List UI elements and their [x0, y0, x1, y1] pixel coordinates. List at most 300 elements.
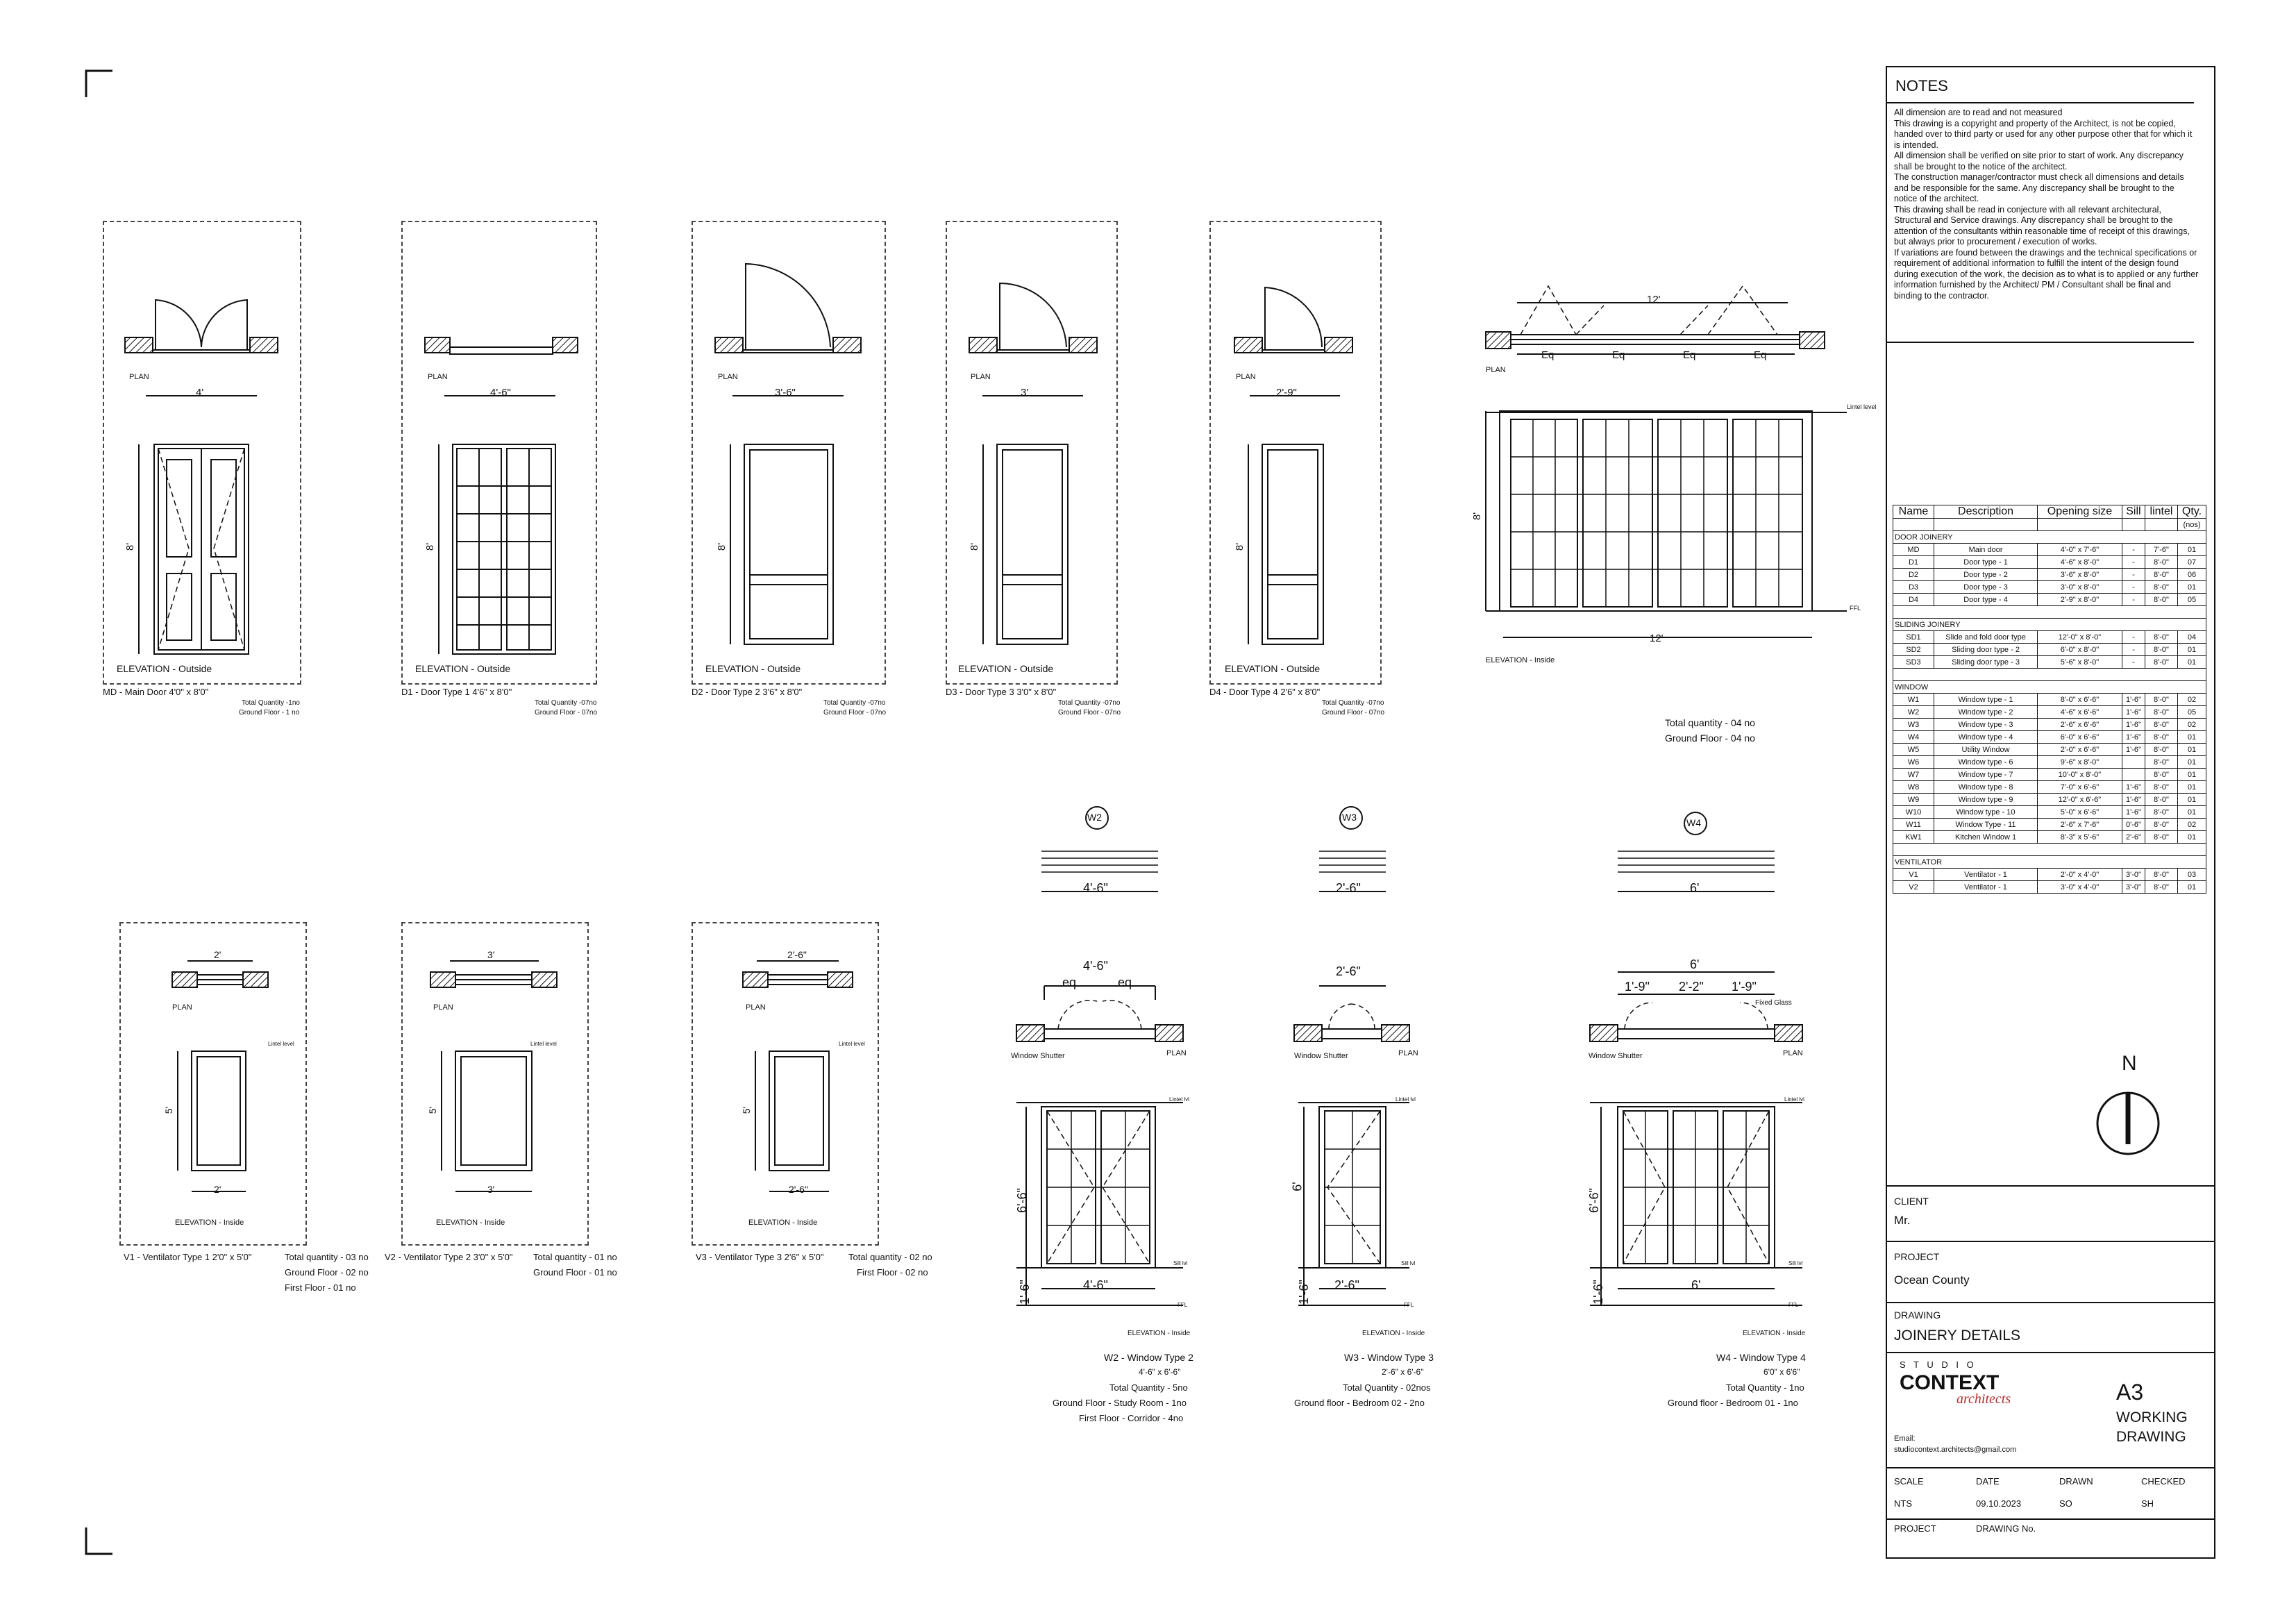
- schedule-cell: 8'-0": [2145, 794, 2178, 806]
- schedule-cell: 10'-0" x 8'-0": [2038, 769, 2122, 781]
- schedule-cell: W11: [1893, 819, 1934, 831]
- client-value: Mr.: [1894, 1214, 1911, 1227]
- sill-dimension: 1'-6": [1017, 1280, 1032, 1305]
- divider: [1887, 102, 2194, 103]
- schedule-row: [1893, 719, 2206, 731]
- floor-quantity: Ground Floor - 07no: [823, 709, 887, 717]
- width-dimension: 4'-6": [490, 387, 511, 399]
- lintel-level-label: Lintel lvl: [1396, 1096, 1416, 1103]
- schedule-cell: -: [2122, 631, 2145, 644]
- schedule-cell: KW1: [1893, 831, 1934, 844]
- lintel-level-label: Lintel level: [839, 1041, 865, 1047]
- elevation-width-dimension: 12': [1650, 633, 1664, 644]
- schedule-cell: [2122, 769, 2145, 781]
- door-d2-panel: [692, 221, 886, 685]
- schedule-cell: -: [2122, 569, 2145, 581]
- schedule-cell: 0'-6": [2122, 819, 2145, 831]
- schedule-unit-row: [1893, 519, 2206, 531]
- ventilator-caption: V1 - Ventilator Type 1 2'0" x 5'0": [124, 1252, 252, 1262]
- schedule-header-cell: Description: [1934, 505, 2037, 519]
- schedule-cell: Window Type - 11: [1934, 819, 2037, 831]
- elevation-label: ELEVATION - Outside: [958, 663, 1054, 674]
- scale-value: NTS: [1894, 1498, 1912, 1509]
- schedule-cell: 07: [2177, 556, 2206, 569]
- schedule-row: [1893, 806, 2206, 819]
- schedule-cell: Window type - 8: [1934, 781, 2037, 794]
- height-dimension: 8': [124, 542, 137, 551]
- schedule-section-row: [1893, 856, 2206, 869]
- schedule-cell: 4'-6" x 6'-6": [2038, 706, 2122, 719]
- elevation-label: ELEVATION - Outside: [1225, 663, 1321, 674]
- schedule-header-cell: Name: [1893, 505, 1934, 519]
- plan-width-dimension: 2': [214, 949, 221, 960]
- schedule-cell: 7'-0" x 6'-6": [2038, 781, 2122, 794]
- elevation-width-dimension: 4'-6": [1083, 1278, 1108, 1292]
- part-dimension: 1'-9": [1625, 980, 1650, 994]
- schedule-header-row: [1893, 505, 2206, 519]
- total-quantity: Total Quantity - 5no: [1109, 1382, 1188, 1393]
- schedule-row: [1893, 794, 2206, 806]
- schedule-cell: -: [2122, 644, 2145, 656]
- crop-mark-top-left: [86, 71, 112, 97]
- schedule-row: [1893, 756, 2206, 769]
- schedule-cell: [1934, 519, 2037, 531]
- elevation-label: ELEVATION - Inside: [436, 1219, 505, 1227]
- sill-level-label: Sill lvl: [1401, 1260, 1416, 1266]
- schedule-cell: 9'-6" x 8'-0": [2038, 756, 2122, 769]
- elevation-label: ELEVATION - Inside: [1743, 1330, 1806, 1337]
- divider: [1887, 1185, 2214, 1187]
- schedule-cell: 1'-6": [2122, 806, 2145, 819]
- floor-quantity: Ground Floor - 02 no: [285, 1267, 369, 1278]
- plan-label: PLAN: [428, 373, 448, 381]
- plan-label: PLAN: [1783, 1049, 1803, 1057]
- schedule-cell: [2122, 756, 2145, 769]
- door-md-panel: [103, 221, 301, 685]
- plan-label: PLAN: [718, 373, 738, 381]
- schedule-cell: 2'-9" x 8'-0": [2038, 594, 2122, 606]
- floor-quantity: First Floor - Corridor - 4no: [1079, 1413, 1184, 1423]
- ffl-label: FFL: [1788, 1302, 1799, 1308]
- divider: [1887, 1467, 2214, 1468]
- schedule-section-title: SLIDING JOINERY: [1893, 619, 2206, 631]
- floor-quantity: Ground floor - Bedroom 01 - 1no: [1668, 1398, 1798, 1408]
- schedule-cell: 1'-6": [2122, 719, 2145, 731]
- date-value: 09.10.2023: [1976, 1498, 2022, 1509]
- title-block: [1886, 66, 2215, 1559]
- schedule-cell: 01: [2177, 769, 2206, 781]
- schedule-cell: [1893, 844, 2206, 856]
- stage-label: DRAWING: [2116, 1429, 2186, 1445]
- width-dimension: 2'-6": [1336, 881, 1361, 895]
- elevation-label: ELEVATION - Outside: [705, 663, 801, 674]
- total-quantity: Total quantity - 03 no: [285, 1252, 369, 1262]
- drawing-number-label: DRAWING No.: [1976, 1523, 2036, 1534]
- schedule-cell: 8'-0": [2145, 694, 2178, 706]
- schedule-cell: Main door: [1934, 544, 2037, 556]
- lintel-level-label: Lintel level: [1847, 403, 1877, 410]
- schedule-row: [1893, 544, 2206, 556]
- note-line: All dimension are to read and not measured: [1894, 108, 2063, 117]
- plan-label: PLAN: [746, 1003, 766, 1012]
- schedule-header-cell: Opening size: [2038, 505, 2122, 519]
- scale-label: SCALE: [1894, 1476, 1924, 1487]
- schedule-cell: [1893, 519, 1934, 531]
- schedule-cell: D1: [1893, 556, 1934, 569]
- floor-quantity: First Floor - 01 no: [285, 1282, 356, 1293]
- plan-width-dimension: 4'-6": [1083, 959, 1108, 973]
- schedule-cell: 05: [2177, 594, 2206, 606]
- width-dimension: 3'-6": [775, 387, 796, 399]
- schedule-cell: SD2: [1893, 644, 1934, 656]
- floor-quantity: Ground floor - Bedroom 02 - 2no: [1294, 1398, 1425, 1408]
- schedule-cell: 8'-0": [2145, 706, 2178, 719]
- schedule-cell: 2'-6": [2122, 831, 2145, 844]
- schedule-row: [1893, 781, 2206, 794]
- height-dimension: 6': [1290, 1182, 1305, 1191]
- stage-label: WORKING: [2116, 1409, 2188, 1425]
- schedule-cell: 06: [2177, 569, 2206, 581]
- height-dimension: 6'-6": [1014, 1188, 1029, 1213]
- shutter-label: Window Shutter: [1589, 1052, 1643, 1060]
- schedule-cell: 8'-0": [2145, 881, 2178, 894]
- schedule-cell: W7: [1893, 769, 1934, 781]
- schedule-cell: W3: [1893, 719, 1934, 731]
- schedule-row: [1893, 831, 2206, 844]
- sill-dimension: 1'-6": [1296, 1280, 1311, 1305]
- schedule-cell: 01: [2177, 644, 2206, 656]
- drawing-title: JOINERY DETAILS: [1894, 1328, 2021, 1343]
- divider: [1887, 1352, 2214, 1353]
- schedule-row: [1893, 869, 2206, 881]
- ventilator-v2-panel: [401, 922, 589, 1246]
- schedule-cell: 04: [2177, 631, 2206, 644]
- schedule-cell: SD3: [1893, 656, 1934, 669]
- schedule-header-cell: lintel: [2145, 505, 2178, 519]
- schedule-cell: 2'-0" x 4'-0": [2038, 869, 2122, 881]
- schedule-cell: 12'-0" x 6'-6": [2038, 794, 2122, 806]
- total-quantity: Total Quantity - 02nos: [1343, 1382, 1431, 1393]
- schedule-cell: Door type - 2: [1934, 569, 2037, 581]
- schedule-cell: Door type - 1: [1934, 556, 2037, 569]
- schedule-cell: Window type - 3: [1934, 719, 2037, 731]
- schedule-row: [1893, 581, 2206, 594]
- ventilator-v1-panel: [119, 922, 307, 1246]
- schedule-section-row: [1893, 531, 2206, 544]
- elevation-label: ELEVATION - Inside: [175, 1219, 244, 1227]
- schedule-cell: 01: [2177, 781, 2206, 794]
- total-quantity: Total Quantity - 1no: [1726, 1382, 1804, 1393]
- schedule-cell: Door type - 4: [1934, 594, 2037, 606]
- note-line: This drawing is a copyright and property of the Architect, is not be copied, handed over to third party or used for any other purpose other that for which it is intended.: [1894, 118, 2193, 150]
- schedule-cell: 1'-6": [2122, 731, 2145, 744]
- elevation-width-dimension: 2'-6": [1334, 1278, 1359, 1292]
- schedule-cell: Window type - 6: [1934, 756, 2037, 769]
- project-label: PROJECT: [1894, 1251, 1940, 1262]
- width-dimension: 4'-6": [1083, 881, 1108, 895]
- schedule-cell: W1: [1893, 694, 1934, 706]
- schedule-cell: 8'-0": [2145, 806, 2178, 819]
- schedule-cell: Sliding door type - 2: [1934, 644, 2037, 656]
- schedule-cell: -: [2122, 556, 2145, 569]
- divider: [1887, 1302, 2214, 1303]
- schedule-row: [1893, 744, 2206, 756]
- schedule-cell: W10: [1893, 806, 1934, 819]
- schedule-cell: 8'-0": [2145, 819, 2178, 831]
- email-value: studiocontext.architects@gmail.com: [1894, 1446, 2017, 1454]
- schedule-section-row: [1893, 619, 2206, 631]
- total-quantity: Total Quantity -07no: [535, 699, 597, 707]
- studio-word: S T U D I O: [1900, 1359, 1977, 1370]
- schedule-cell: W8: [1893, 781, 1934, 794]
- schedule-cell: Door type - 3: [1934, 581, 2037, 594]
- shutter-label: Window Shutter: [1294, 1052, 1348, 1060]
- schedule-cell: 5'-0" x 6'-6": [2038, 806, 2122, 819]
- schedule-section-title: WINDOW: [1893, 681, 2206, 694]
- schedule-cell: -: [2122, 581, 2145, 594]
- total-quantity: Total quantity - 04 no: [1665, 717, 1755, 728]
- checked-label: CHECKED: [2141, 1476, 2186, 1487]
- schedule-cell: Window type - 9: [1934, 794, 2037, 806]
- ventilator-v3-panel: [692, 922, 879, 1246]
- ventilator-caption: V3 - Ventilator Type 3 2'6" x 5'0": [696, 1252, 824, 1262]
- schedule-cell: 8'-3" x 5'-6": [2038, 831, 2122, 844]
- schedule-cell: W4: [1893, 731, 1934, 744]
- schedule-cell: 1'-6": [2122, 706, 2145, 719]
- schedule-cell: 8'-0": [2145, 744, 2178, 756]
- schedule-cell: 1'-6": [2122, 794, 2145, 806]
- elevation-label: ELEVATION - Inside: [1362, 1330, 1425, 1337]
- schedule-cell: 01: [2177, 806, 2206, 819]
- north-label: N: [2122, 1052, 2137, 1075]
- schedule-cell: 01: [2177, 756, 2206, 769]
- schedule-cell: Window type - 4: [1934, 731, 2037, 744]
- email-label: Email:: [1894, 1434, 1916, 1443]
- elevation-label: ELEVATION - Inside: [1128, 1330, 1191, 1337]
- schedule-section-title: VENTILATOR: [1893, 856, 2206, 869]
- height-dimension: 5': [741, 1106, 753, 1114]
- floor-quantity: Ground Floor - 07no: [1058, 709, 1121, 717]
- schedule-row: [1893, 569, 2206, 581]
- schedule-cell: D2: [1893, 569, 1934, 581]
- schedule-cell: 6'-0" x 6'-6": [2038, 731, 2122, 744]
- schedule-row: [1893, 594, 2206, 606]
- floor-quantity: Ground Floor - Study Room - 1no: [1053, 1398, 1187, 1408]
- schedule-cell: MD: [1893, 544, 1934, 556]
- height-dimension: 8': [969, 542, 981, 551]
- lintel-level-label: Lintel level: [530, 1041, 557, 1047]
- plan-label: PLAN: [1486, 366, 1506, 374]
- height-dimension: 8': [1471, 512, 1484, 521]
- lintel-level-label: Lintel lvl: [1784, 1096, 1804, 1103]
- elevation-label: ELEVATION - Outside: [117, 663, 212, 674]
- schedule-row: [1893, 694, 2206, 706]
- ffl-label: FFL: [1178, 1302, 1188, 1308]
- schedule-blank-row: [1893, 844, 2206, 856]
- schedule-cell: 4'-0" x 7'-6": [2038, 544, 2122, 556]
- schedule-cell: -: [2122, 656, 2145, 669]
- ffl-label: FFL: [1850, 605, 1861, 612]
- divider: [1887, 1241, 2214, 1242]
- schedule-cell: W2: [1893, 706, 1934, 719]
- width-dimension: 3': [1021, 387, 1029, 399]
- schedule-cell: [1893, 669, 2206, 681]
- schedule-cell: 01: [2177, 794, 2206, 806]
- schedule-cell: 8'-0": [2145, 731, 2178, 744]
- elevation-width-dimension: 6': [1691, 1278, 1701, 1292]
- elevation-width-dimension: 3': [487, 1184, 495, 1195]
- schedule-cell: 8'-0" x 6'-6": [2038, 694, 2122, 706]
- plan-width-dimension: 2'-6": [1336, 964, 1361, 978]
- window-tag: W2: [1087, 812, 1102, 823]
- schedule-cell: 12'-0" x 8'-0": [2038, 631, 2122, 644]
- height-dimension: 8': [716, 542, 728, 551]
- schedule-cell: Window type - 1: [1934, 694, 2037, 706]
- schedule-header-cell: Qty.: [2177, 505, 2206, 519]
- schedule-cell: 2'-6" x 6'-6": [2038, 719, 2122, 731]
- schedule-cell: W9: [1893, 794, 1934, 806]
- floor-quantity: Ground Floor - 1 no: [239, 709, 300, 717]
- schedule-cell: 8'-0": [2145, 831, 2178, 844]
- schedule-cell: 02: [2177, 719, 2206, 731]
- window-size: 2'-6" x 6'-6": [1382, 1367, 1424, 1377]
- height-dimension: 5': [163, 1106, 175, 1114]
- fixed-glass-label: Fixed Glass: [1755, 999, 1792, 1007]
- schedule-cell: D4: [1893, 594, 1934, 606]
- plan-width-dimension: 2'-6": [787, 949, 807, 960]
- plan-label: PLAN: [1398, 1049, 1418, 1057]
- elevation-width-dimension: 2'-6": [789, 1184, 808, 1195]
- schedule-row: [1893, 656, 2206, 669]
- plan-label: PLAN: [433, 1003, 453, 1012]
- schedule-cell: 1'-6": [2122, 781, 2145, 794]
- total-quantity: Total quantity - 02 no: [848, 1252, 932, 1262]
- schedule-cell: 1'-6": [2122, 744, 2145, 756]
- drawn-label: DRAWN: [2059, 1476, 2093, 1487]
- crop-mark-bottom-left: [86, 1527, 112, 1554]
- notes-body: [1894, 108, 2199, 301]
- studio-logo: [1894, 1360, 2040, 1416]
- schedule-row: [1893, 556, 2206, 569]
- schedule-cell: 8'-0": [2145, 719, 2178, 731]
- schedule-cell: W5: [1893, 744, 1934, 756]
- schedule-cell: [1893, 606, 2206, 619]
- schedule-row: [1893, 819, 2206, 831]
- eq-dimension: Eq: [1754, 349, 1767, 361]
- schedule-cell: (nos): [2177, 519, 2206, 531]
- schedule-cell: 03: [2177, 869, 2206, 881]
- divider: [1887, 342, 2194, 343]
- schedule-cell: Utility Window: [1934, 744, 2037, 756]
- height-dimension: 6'-6": [1586, 1188, 1601, 1213]
- height-dimension: 8': [424, 542, 437, 551]
- schedule-cell: [2038, 519, 2122, 531]
- project-footer-label: PROJECT: [1894, 1523, 1936, 1534]
- schedule-cell: Window type - 2: [1934, 706, 2037, 719]
- plan-label: PLAN: [1166, 1049, 1187, 1057]
- ffl-label: FFL: [1404, 1302, 1414, 1308]
- sill-dimension: 1'-6": [1591, 1280, 1605, 1305]
- total-quantity: Total Quantity -07no: [823, 699, 886, 707]
- schedule-cell: 2'-0" x 6'-6": [2038, 744, 2122, 756]
- notes-heading: NOTES: [1895, 77, 1948, 94]
- schedule-cell: 3'-0" x 8'-0": [2038, 581, 2122, 594]
- schedule-cell: 4'-6" x 8'-0": [2038, 556, 2122, 569]
- schedule-cell: Ventilator - 1: [1934, 869, 2037, 881]
- eq-dimension: eq: [1062, 976, 1077, 989]
- door-caption: MD - Main Door 4'0" x 8'0": [103, 687, 209, 697]
- schedule-blank-row: [1893, 606, 2206, 619]
- schedule-row: [1893, 706, 2206, 719]
- divider: [1887, 1518, 2214, 1520]
- schedule-cell: [2145, 519, 2178, 531]
- schedule-cell: Window type - 10: [1934, 806, 2037, 819]
- schedule-cell: W6: [1893, 756, 1934, 769]
- shutter-label: Window Shutter: [1011, 1052, 1065, 1060]
- eq-dimension: eq: [1118, 976, 1132, 989]
- window-tag: W4: [1686, 817, 1701, 828]
- schedule-cell: 8'-0": [2145, 756, 2178, 769]
- eq-dimension: Eq: [1541, 349, 1555, 361]
- door-caption: D3 - Door Type 3 3'0" x 8'0": [946, 687, 1057, 697]
- floor-quantity: Ground Floor - 07no: [535, 709, 598, 717]
- total-quantity: Total quantity - 01 no: [533, 1252, 617, 1262]
- plan-label: PLAN: [129, 373, 149, 381]
- lintel-level-label: Lintel lvl: [1169, 1096, 1189, 1103]
- elevation-width-dimension: 2': [214, 1184, 221, 1195]
- schedule-cell: V1: [1893, 869, 1934, 881]
- schedule-row: [1893, 881, 2206, 894]
- part-dimension: 1'-9": [1732, 980, 1757, 994]
- schedule-cell: 8'-0": [2145, 556, 2178, 569]
- plan-label: PLAN: [172, 1003, 192, 1012]
- schedule-cell: [2122, 519, 2145, 531]
- schedule-cell: Kitchen Window 1: [1934, 831, 2037, 844]
- schedule-cell: V2: [1893, 881, 1934, 894]
- elevation-label: ELEVATION - Inside: [748, 1219, 818, 1227]
- schedule-cell: Slide and fold door type: [1934, 631, 2037, 644]
- schedule-row: [1893, 731, 2206, 744]
- schedule-cell: 01: [2177, 744, 2206, 756]
- schedule-cell: 8'-0": [2145, 656, 2178, 669]
- width-dimension: 6': [1690, 881, 1700, 895]
- note-line: If variations are found between the drawings and the technical specifications or requirement of additional information to fulfill the intent of the design found during execution of the work, the decision as to what is to applied or any further information furnished by the Architect/ PM / Consultant shall be final and binding to the contractor.: [1894, 247, 2199, 301]
- joinery-schedule-table: [1893, 505, 2206, 894]
- schedule-cell: 8'-0": [2145, 631, 2178, 644]
- total-quantity: Total Quantity -1no: [242, 699, 300, 707]
- schedule-cell: 8'-0": [2145, 769, 2178, 781]
- schedule-section-row: [1893, 681, 2206, 694]
- door-caption: D1 - Door Type 1 4'6" x 8'0": [401, 687, 512, 697]
- floor-quantity: Ground Floor - 04 no: [1665, 733, 1755, 744]
- client-label: CLIENT: [1894, 1196, 1929, 1207]
- schedule-cell: 01: [2177, 581, 2206, 594]
- schedule-cell: 01: [2177, 731, 2206, 744]
- schedule-cell: 7'-6": [2145, 544, 2178, 556]
- schedule-cell: 3'-6" x 8'-0": [2038, 569, 2122, 581]
- door-d3-panel: [946, 221, 1118, 685]
- schedule-cell: 8'-0": [2145, 869, 2178, 881]
- window-tag: W3: [1342, 812, 1357, 823]
- schedule-cell: 3'-0": [2122, 869, 2145, 881]
- schedule-cell: 8'-0": [2145, 581, 2178, 594]
- plan-width-dimension: 6': [1690, 957, 1700, 971]
- schedule-cell: 8'-0": [2145, 781, 2178, 794]
- schedule-cell: SD1: [1893, 631, 1934, 644]
- schedule-cell: 8'-0": [2145, 594, 2178, 606]
- door-d4-panel: [1209, 221, 1382, 685]
- schedule-cell: 3'-0" x 4'-0": [2038, 881, 2122, 894]
